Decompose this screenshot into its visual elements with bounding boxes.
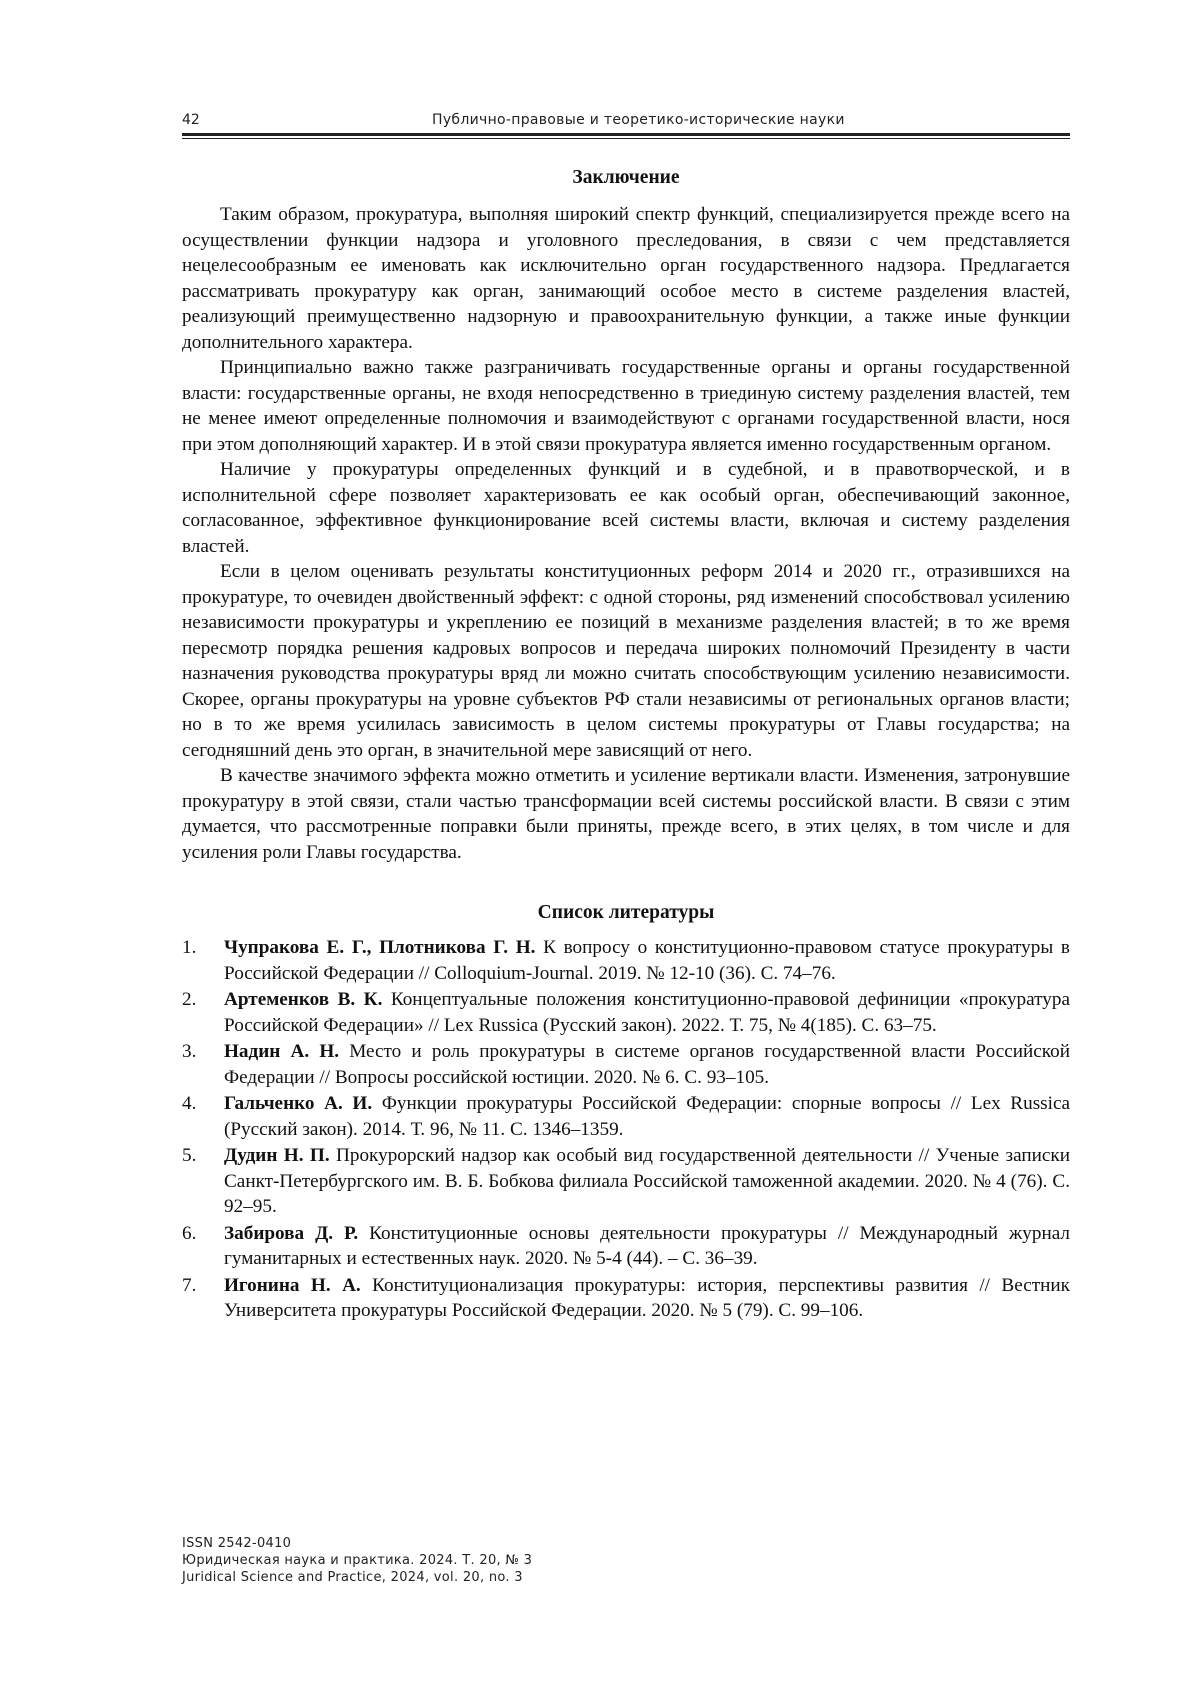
reference-number: 5. xyxy=(182,1145,197,1166)
reference-item xyxy=(182,1143,1070,1220)
reference-item xyxy=(182,1091,1070,1142)
reference-number: 6. xyxy=(182,1222,197,1244)
conclusion-paragraph: Таким образом, прокуратура, выполняя широкий спектр функций, специализируется прежде всего на осуществлении функции надзора и уголовного преследования, в связи с чем представляется нецелесообразным ее именовать как исключительно орган государственного надзора. Предлагается рассматривать прокуратуру как орган, занимающий особое место в системе разделения властей, реализующий преимущественно надзорную и правоохранительную функции, а также иные функции дополнительного характера. xyxy=(182,204,1070,353)
footer-journal-ru: Юридическая наука и практика. 2024. Т. 20, № 3 xyxy=(182,1553,533,1568)
page-number: 42 xyxy=(182,112,200,128)
reference-authors: Дудин Н. П. xyxy=(224,1145,330,1166)
reference-text: Прокурорский надзор как особый вид государственной деятельности // Ученые записки Санкт-Петербургского им. В. Б. Бобкова филиала Российской таможенной академии. 2020. № 4 (76). С. 92–95. xyxy=(224,1145,1070,1217)
conclusion-paragraph: Наличие у прокуратуры определенных функций и в судебной, и в правотворческой, и в исполнительной сфере позволяет характеризовать ее как особый орган, обеспечивающий законное, согласованное, эффективное функционирование всей системы власти, включая и систему разделения властей. xyxy=(182,459,1070,557)
article-body xyxy=(182,158,1070,1325)
reference-number: 7. xyxy=(182,1274,197,1296)
page-header xyxy=(182,108,1070,130)
running-title: Публично-правовые и теоретико-исторические науки xyxy=(432,112,845,128)
reference-number: 2. xyxy=(182,989,197,1010)
references-heading: Список литературы xyxy=(537,902,715,923)
reference-authors: Чупракова Е. Г., Плотникова Г. Н. xyxy=(224,937,536,958)
page-footer xyxy=(182,1535,782,1586)
reference-item xyxy=(182,1273,1070,1324)
reference-authors: Надин А. Н. xyxy=(224,1041,340,1062)
reference-authors: Гальченко А. И. xyxy=(224,1093,373,1114)
reference-text: Концептуальные положения конституционно-правовой дефиниции «прокуратура Российской Федерации» // Lex Russica (Русский закон). 2022. Т. 75, № 4(185). С. 63–75. xyxy=(224,989,1070,1036)
conclusion-paragraph: Если в целом оценивать результаты конституционных реформ 2014 и 2020 гг., отразившихся на прокуратуре, то очевиден двойственный эффект: с одной стороны, ряд изменений способствовал усилению независимости прокуратуры и укреплению ее позиций в механизме разделения властей; в то же время пересмотр порядка решения кадровых вопросов и передача широких полномочий Президенту в части назначения руководства прокуратуры вряд ли можно считать способствующим усилению независимости. Скорее, органы прокуратуры на уровне субъектов РФ стали независимы от региональных органов власти; но в то же время усилилась зависимость в целом системы прокуратуры от Главы государства; на сегодняшний день это орган, в значительной мере зависящий от него. xyxy=(182,561,1070,761)
reference-text: Конституционные основы деятельности прокуратуры // Международный журнал гуманитарных и естественных наук. 2020. № 5-4 (44). – С. 36–39. xyxy=(224,1222,1070,1269)
reference-item xyxy=(182,935,1070,986)
conclusion-section xyxy=(182,166,1070,865)
reference-text: К вопросу о конституционно-правовом статусе прокуратуры в Российской Федерации // Colloquium-Journal. 2019. № 12-10 (36). С. 74–76. xyxy=(224,937,1070,984)
reference-authors: Артеменков В. К. xyxy=(224,989,383,1010)
footer-journal-en: Juridical Science and Practice, 2024, vol. 20, no. 3 xyxy=(182,1570,523,1585)
reference-number: 1. xyxy=(182,937,197,958)
reference-authors: Забирова Д. Р. xyxy=(224,1222,359,1244)
conclusion-paragraph: Принципиально важно также разграничивать государственные органы и органы государственной власти: государственные органы, не входя непосредственно в триединую систему разделения властей, тем не менее имеют определенные полномочия и взаимодействуют с органами государственной власти, нося при этом дополняющий характер. И в этой связи прокуратура является именно государственным органом. xyxy=(182,357,1070,455)
header-rule-thin xyxy=(182,138,1070,139)
reference-text: Место и роль прокуратуры в системе органов государственной власти Российской Федерации // Вопросы российской юстиции. 2020. № 6. С. 93–105. xyxy=(224,1041,1070,1088)
reference-item xyxy=(182,1039,1070,1090)
reference-number: 4. xyxy=(182,1093,197,1114)
reference-text: Конституционализация прокуратуры: история, перспективы развития // Вестник Университета прокуратуры Российской Федерации. 2020. № 5 (79). С. 99–106. xyxy=(224,1274,1070,1321)
conclusion-paragraph: В качестве значимого эффекта можно отметить и усиление вертикали власти. Изменения, затронувшие прокуратуру в этой связи, стали частью трансформации всей системы российской власти. В связи с этим думается, что рассмотренные поправки были приняты, прежде всего, в этих целях, в том числе и для усиления роли Главы государства. xyxy=(182,765,1070,863)
footer-issn: ISSN 2542-0410 xyxy=(182,1536,292,1551)
references-section xyxy=(182,901,1070,1324)
reference-authors: Игонина Н. А. xyxy=(224,1274,361,1296)
header-rule xyxy=(182,133,1070,136)
reference-item xyxy=(182,987,1070,1038)
reference-item xyxy=(182,1221,1070,1272)
reference-text: Функции прокуратуры Российской Федерации: спорные вопросы // Lex Russica (Русский закон). 2014. Т. 96, № 11. С. 1346–1359. xyxy=(224,1093,1070,1140)
references-list xyxy=(182,935,1070,1324)
conclusion-heading: Заключение xyxy=(572,167,680,188)
reference-number: 3. xyxy=(182,1041,197,1062)
